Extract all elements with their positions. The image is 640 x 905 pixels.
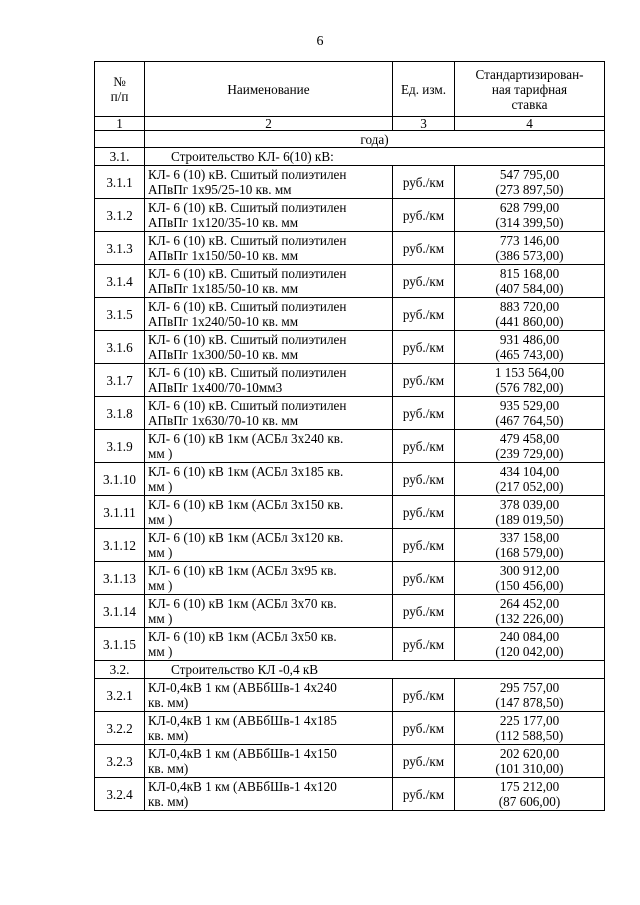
item-name [145,430,393,463]
item-name-line1: КЛ- 6 (10) кВ. Сшитый полиэтилен [148,398,347,413]
item-name [145,745,393,778]
item-rate [455,199,605,232]
table-row [95,463,605,496]
item-rate-value: 773 146,00 [499,233,560,248]
section-row [95,148,605,166]
item-rate-value: 300 912,00 [499,563,560,578]
table-row [95,397,605,430]
item-unit: руб./км [393,595,455,628]
item-name [145,331,393,364]
item-rate-value: 815 168,00 [499,266,560,281]
item-name-line2: АПвПг 1х300/50-10 кв. мм [148,347,299,362]
item-name-line1: КЛ- 6 (10) кВ 1км (АСБл 3х95 кв. [148,563,337,578]
item-number: 3.2.3 [95,745,145,778]
item-number: 3.2.4 [95,778,145,811]
item-rate [455,430,605,463]
item-unit: руб./км [393,679,455,712]
item-name-line1: КЛ- 6 (10) кВ. Сшитый полиэтилен [148,332,347,347]
item-name [145,463,393,496]
item-number: 3.1.6 [95,331,145,364]
column-index-3: 3 [393,117,455,131]
item-rate-alt-value: (120 042,00) [495,644,564,659]
item-rate-value: 1 153 564,00 [494,365,565,380]
table-row [95,778,605,811]
item-rate-alt-value: (314 399,50) [495,215,564,230]
item-name [145,712,393,745]
item-name-line2: кв. мм) [148,761,189,776]
section-row [95,661,605,679]
table-row [95,712,605,745]
item-rate-value: 225 177,00 [499,713,560,728]
column-index-4: 4 [455,117,605,131]
item-number: 3.1.11 [95,496,145,529]
item-rate-value: 202 620,00 [499,746,560,761]
item-unit: руб./км [393,397,455,430]
item-rate-value: 883 720,00 [499,299,560,314]
item-rate-alt-value: (441 860,00) [495,314,564,329]
item-name [145,562,393,595]
item-name-line2: АПвПг 1х400/70-10мм3 [148,380,283,395]
item-name-line2: мм ) [148,578,173,593]
continuation-text: года) [145,131,605,148]
item-name-line2: мм ) [148,512,173,527]
item-number: 3.1.4 [95,265,145,298]
item-name-line2: мм ) [148,545,173,560]
item-name [145,496,393,529]
item-name-line2: мм ) [148,611,173,626]
item-rate-value: 479 458,00 [499,431,560,446]
item-name [145,364,393,397]
item-name-line1: КЛ-0,4кВ 1 км (АВБбШв-1 4х150 [148,746,337,761]
item-name [145,679,393,712]
item-unit: руб./км [393,364,455,397]
item-name [145,199,393,232]
item-name-line1: КЛ- 6 (10) кВ. Сшитый полиэтилен [148,233,347,248]
item-name-line1: КЛ- 6 (10) кВ. Сшитый полиэтилен [148,167,347,182]
item-rate-alt-value: (467 764,50) [495,413,564,428]
item-rate [455,595,605,628]
table-row [95,628,605,661]
item-rate-value: 935 529,00 [499,398,560,413]
table-row [95,595,605,628]
table-row [95,430,605,463]
item-rate-alt-value: (189 019,50) [495,512,564,527]
item-rate-alt-value: (150 456,00) [495,578,564,593]
item-unit: руб./км [393,745,455,778]
item-name-line2: кв. мм) [148,695,189,710]
header-rate-line1: Стандартизирован- [475,66,584,82]
continuation-empty-cell [95,131,145,148]
item-name [145,628,393,661]
item-rate-alt-value: (386 573,00) [495,248,564,263]
item-name-line1: КЛ- 6 (10) кВ. Сшитый полиэтилен [148,200,347,215]
item-unit: руб./км [393,628,455,661]
item-rate-alt-value: (132 226,00) [495,611,564,626]
item-rate-alt-value: (168 579,00) [495,545,564,560]
item-rate-alt-value: (576 782,00) [495,380,564,395]
item-name-line2: АПвПг 1х150/50-10 кв. мм [148,248,299,263]
item-rate-alt-value: (217 052,00) [495,479,564,494]
header-row [95,62,605,117]
item-rate-value: 175 212,00 [499,779,560,794]
item-unit: руб./км [393,496,455,529]
item-rate-alt-value: (239 729,00) [495,446,564,461]
item-rate-alt-value: (112 588,50) [495,728,564,743]
item-rate-value: 931 486,00 [499,332,560,347]
item-name [145,529,393,562]
item-name [145,397,393,430]
item-number: 3.1.9 [95,430,145,463]
item-name-line1: КЛ-0,4кВ 1 км (АВБбШв-1 4х185 [148,713,337,728]
item-unit: руб./км [393,778,455,811]
item-name-line1: КЛ- 6 (10) кВ 1км (АСБл 3х120 кв. [148,530,344,545]
item-name [145,778,393,811]
table-row [95,679,605,712]
table-row [95,298,605,331]
item-unit: руб./км [393,298,455,331]
item-unit: руб./км [393,562,455,595]
table-row [95,199,605,232]
item-name-line2: кв. мм) [148,728,189,743]
item-unit: руб./км [393,331,455,364]
item-name-line1: КЛ-0,4кВ 1 км (АВБбШв-1 4х240 [148,680,337,695]
item-name-line2: АПвПг 1х240/50-10 кв. мм [148,314,299,329]
header-rate-line2: ная тарифная [491,81,568,97]
column-index-row [95,117,605,131]
item-unit: руб./км [393,199,455,232]
item-number: 3.1.10 [95,463,145,496]
item-rate-alt-value: (87 606,00) [498,794,561,809]
section-title: Строительство КЛ -0,4 кВ [145,661,605,679]
header-unit: Ед. изм. [393,62,455,117]
header-num [95,62,145,117]
table-row [95,232,605,265]
item-number: 3.1.3 [95,232,145,265]
item-rate-value: 337 158,00 [499,530,560,545]
tariff-table [94,61,605,811]
item-unit: руб./км [393,166,455,199]
item-name-line1: КЛ-0,4кВ 1 км (АВБбШв-1 4х120 [148,779,337,794]
item-number: 3.1.14 [95,595,145,628]
item-unit: руб./км [393,712,455,745]
section-number: 3.1. [95,148,145,166]
item-unit: руб./км [393,529,455,562]
item-rate [455,232,605,265]
table-row [95,745,605,778]
item-number: 3.1.5 [95,298,145,331]
item-name-line2: кв. мм) [148,794,189,809]
table-row [95,496,605,529]
item-name-line2: АПвПг 1х120/35-10 кв. мм [148,215,299,230]
item-name-line2: мм ) [148,479,173,494]
item-name-line2: мм ) [148,644,173,659]
table-row [95,364,605,397]
header-rate [455,62,605,117]
item-rate [455,562,605,595]
item-rate-alt-value: (101 310,00) [495,761,564,776]
item-name-line2: АПвПг 1х185/50-10 кв. мм [148,281,299,296]
item-rate-value: 295 757,00 [499,680,560,695]
item-name-line1: КЛ- 6 (10) кВ. Сшитый полиэтилен [148,299,347,314]
header-num-line1: № [113,74,126,89]
item-number: 3.2.1 [95,679,145,712]
header-rate-line3: ставка [511,96,548,112]
item-rate [455,529,605,562]
item-rate-alt-value: (407 584,00) [495,281,564,296]
item-name [145,265,393,298]
section-title: Строительство КЛ- 6(10) кВ: [145,148,605,166]
item-unit: руб./км [393,265,455,298]
page-number: 6 [316,34,324,49]
item-rate [455,298,605,331]
item-rate-value: 628 799,00 [499,200,560,215]
table-row [95,529,605,562]
item-name [145,595,393,628]
item-rate-alt-value: (273 897,50) [495,182,564,197]
item-number: 3.1.15 [95,628,145,661]
item-name-line2: мм ) [148,446,173,461]
item-unit: руб./км [393,463,455,496]
header-name: Наименование [145,62,393,117]
item-rate-alt-value: (465 743,00) [495,347,564,362]
table-row [95,331,605,364]
item-rate [455,364,605,397]
item-rate-value: 240 084,00 [499,629,560,644]
item-name-line1: КЛ- 6 (10) кВ 1км (АСБл 3х150 кв. [148,497,344,512]
item-rate [455,778,605,811]
item-rate [455,463,605,496]
item-rate [455,628,605,661]
item-rate-value: 264 452,00 [499,596,560,611]
item-rate [455,166,605,199]
table-row [95,562,605,595]
item-name-line1: КЛ- 6 (10) кВ 1км (АСБл 3х50 кв. [148,629,337,644]
item-number: 3.1.7 [95,364,145,397]
continuation-row [95,131,605,148]
item-name [145,166,393,199]
item-number: 3.1.1 [95,166,145,199]
item-rate [455,745,605,778]
item-number: 3.2.2 [95,712,145,745]
item-rate-alt-value: (147 878,50) [495,695,564,710]
item-name [145,232,393,265]
item-rate [455,397,605,430]
item-unit: руб./км [393,430,455,463]
table-row [95,166,605,199]
section-number: 3.2. [95,661,145,679]
tariff-table-body [95,62,605,811]
item-rate [455,712,605,745]
item-rate-value: 434 104,00 [499,464,560,479]
item-rate [455,496,605,529]
item-number: 3.1.2 [95,199,145,232]
item-number: 3.1.8 [95,397,145,430]
item-name-line1: КЛ- 6 (10) кВ. Сшитый полиэтилен [148,365,347,380]
item-number: 3.1.13 [95,562,145,595]
item-number: 3.1.12 [95,529,145,562]
header-num-line2: п/п [110,89,129,104]
item-name [145,298,393,331]
column-index-2: 2 [145,117,393,131]
item-unit: руб./км [393,232,455,265]
item-rate [455,331,605,364]
item-name-line1: КЛ- 6 (10) кВ. Сшитый полиэтилен [148,266,347,281]
item-rate [455,679,605,712]
item-name-line2: АПвПг 1х95/25-10 кв. мм [148,182,292,197]
item-name-line1: КЛ- 6 (10) кВ 1км (АСБл 3х185 кв. [148,464,344,479]
item-rate-value: 378 039,00 [499,497,560,512]
item-name-line2: АПвПг 1х630/70-10 кв. мм [148,413,299,428]
item-name-line1: КЛ- 6 (10) кВ 1км (АСБл 3х240 кв. [148,431,344,446]
item-name-line1: КЛ- 6 (10) кВ 1км (АСБл 3х70 кв. [148,596,337,611]
item-rate [455,265,605,298]
table-row [95,265,605,298]
item-rate-value: 547 795,00 [499,167,560,182]
column-index-1: 1 [95,117,145,131]
